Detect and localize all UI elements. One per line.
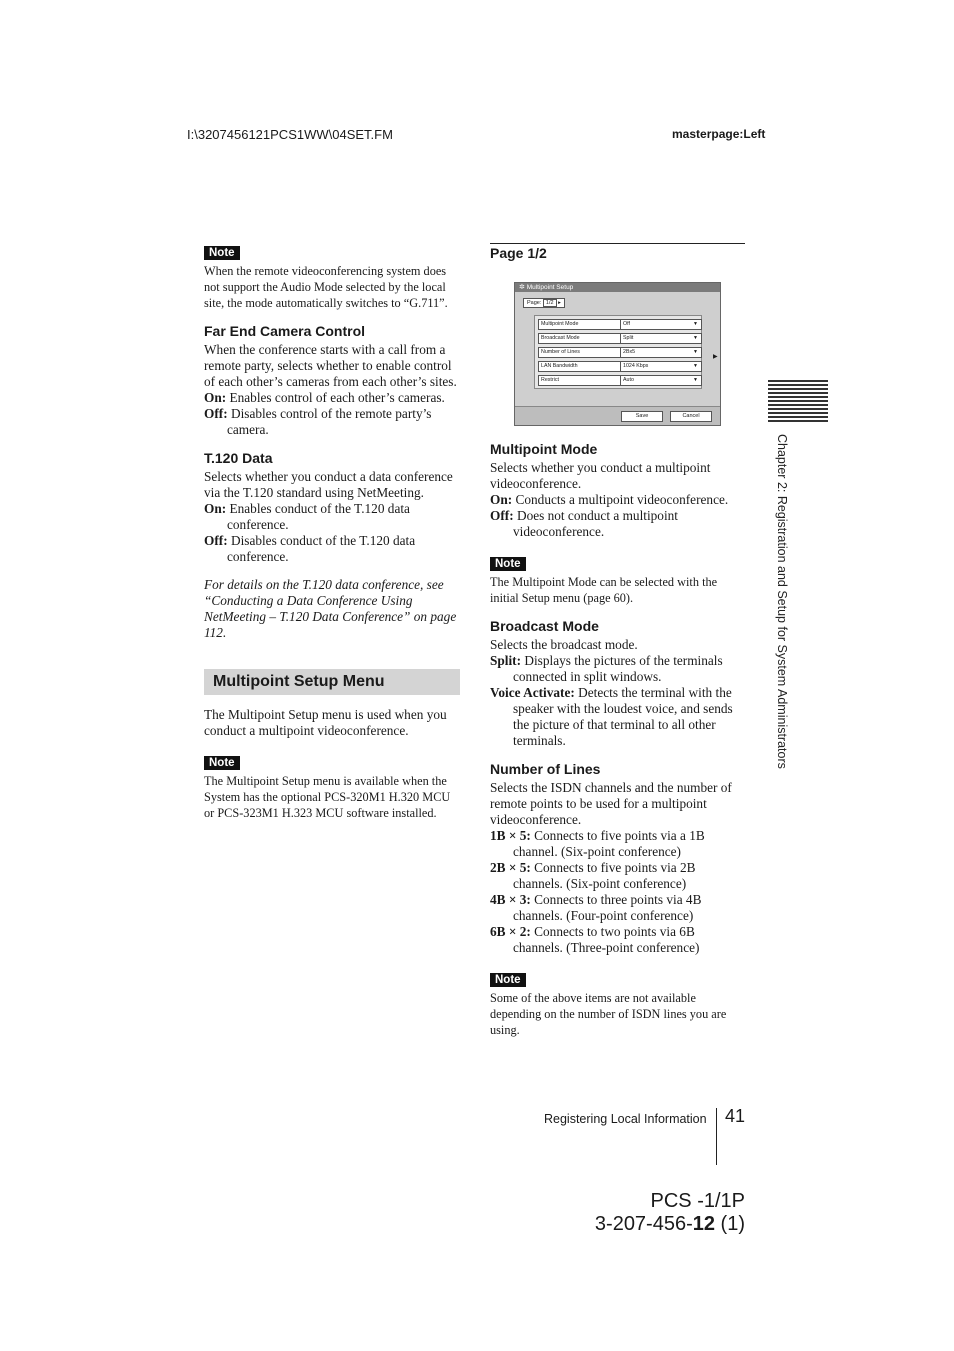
setting-row <box>535 374 701 386</box>
page-next-icon: ▸ <box>558 300 561 306</box>
fecc-on-item <box>204 390 460 406</box>
mm-off-item <box>490 508 746 540</box>
setting-value: Auto <box>623 377 634 383</box>
model-number: PCS -1/1P <box>650 1190 745 1212</box>
setting-label: Broadcast Mode <box>538 333 621 344</box>
setting-select[interactable] <box>620 347 702 358</box>
setting-value: Split <box>623 335 634 341</box>
setting-select[interactable] <box>620 361 702 372</box>
nl-item <box>490 924 746 956</box>
gear-icon: ✲ <box>519 284 525 291</box>
mm-text: Selects whether you conduct a multipoint videoconference. <box>490 460 711 491</box>
definition: Conducts a multipoint videoconference. <box>515 492 729 507</box>
t120-reference: For details on the T.120 data conference, see “Conducting a Data Conference Using NetMeeting – T.120 Data Conference” on page 112. <box>204 577 457 640</box>
definition: Does not conduct a multipoint videoconference. <box>513 508 678 539</box>
t120-heading: T.120 Data <box>204 450 273 466</box>
setting-select[interactable] <box>620 375 702 386</box>
right-column <box>490 441 746 1038</box>
definition: Disables control of the remote party’s camera. <box>227 406 432 437</box>
footer-divider <box>716 1108 717 1165</box>
part-prefix: 3-207-456- <box>594 1213 693 1235</box>
nl-item <box>490 828 746 860</box>
page-selector[interactable] <box>523 298 565 308</box>
term: Off: <box>490 508 514 523</box>
t120-on-item <box>204 501 460 533</box>
page-value: 1/2 <box>543 299 557 307</box>
chapter-thumb-tab <box>768 380 828 424</box>
term: On: <box>204 501 227 516</box>
setting-select[interactable] <box>620 319 702 330</box>
part-bold: 12 <box>692 1213 715 1235</box>
term: 1B × 5: <box>490 828 531 843</box>
fecc-text: When the conference starts with a call from a remote party, selects whether to enable control of each other’s cameras from each other’s sites. <box>204 342 457 389</box>
term: 2B × 5: <box>490 860 531 875</box>
side-tab-container <box>775 434 795 804</box>
chapter-side-label: Chapter 2: Registration and Setup for System Administrators <box>775 434 789 769</box>
bm-text: Selects the broadcast mode. <box>490 637 638 652</box>
bm-voice-item <box>490 685 746 749</box>
nl-item <box>490 892 746 924</box>
setting-row <box>535 332 701 344</box>
screenshot-title: Multipoint Setup <box>526 284 574 291</box>
definition: Connects to five points via 2B channels. (Six-point conference) <box>513 860 696 891</box>
term: On: <box>490 492 513 507</box>
definition: Enables control of each other’s cameras. <box>229 390 445 405</box>
definition: Connects to three points via 4B channels. (Four-point conference) <box>513 892 702 923</box>
term: 4B × 3: <box>490 892 531 907</box>
t120-text: Selects whether you conduct a data conference via the T.120 standard using NetMeeting. <box>204 469 453 500</box>
fecc-off-item <box>204 406 460 438</box>
definition: Connects to two points via 6B channels. (Three-point conference) <box>513 924 700 955</box>
note-text: The Multipoint Mode can be selected with the initial Setup menu (page 60). <box>490 575 718 605</box>
settings-panel <box>534 315 702 389</box>
page-heading: Page 1/2 <box>490 245 547 261</box>
section-title: Multipoint Setup Menu <box>204 669 460 695</box>
chevron-down-icon: ▼ <box>693 377 698 383</box>
term: Off: <box>204 406 228 421</box>
page-number: 41 <box>725 1106 746 1126</box>
term: Off: <box>204 533 228 548</box>
setting-label: Multipoint Mode <box>538 319 621 330</box>
note-text: When the remote videoconferencing system does not support the Audio Mode selected by the local site, the mode automatically switches to “G.711”. <box>204 264 448 310</box>
definition: Connects to five points via a 1B channel. (Six-point conference) <box>513 828 705 859</box>
nl-heading: Number of Lines <box>490 761 601 777</box>
term: 6B × 2: <box>490 924 531 939</box>
page-label: Page: <box>527 300 542 306</box>
definition: Disables conduct of the T.120 data conference. <box>227 533 416 564</box>
setting-select[interactable] <box>620 333 702 344</box>
mm-heading: Multipoint Mode <box>490 441 598 457</box>
section-intro: The Multipoint Setup menu is used when you conduct a multipoint videoconference. <box>204 707 447 738</box>
chevron-down-icon: ▼ <box>693 321 698 327</box>
multipoint-setup-screenshot <box>514 282 721 426</box>
left-column <box>204 243 460 821</box>
fecc-heading: Far End Camera Control <box>204 323 366 339</box>
mm-on-item <box>490 492 746 508</box>
part-suffix: (1) <box>715 1213 745 1235</box>
screenshot-titlebar <box>515 283 720 292</box>
chevron-down-icon: ▼ <box>693 363 698 369</box>
chevron-down-icon: ▼ <box>693 335 698 341</box>
part-number <box>560 1213 745 1236</box>
bm-split-item <box>490 653 746 685</box>
setting-row <box>535 346 701 358</box>
note-badge: Note <box>490 973 526 987</box>
chevron-down-icon: ▼ <box>693 349 698 355</box>
screenshot-button-bar <box>515 406 720 425</box>
file-path: I:\3207456121PCS1WW\04SET.FM <box>187 127 393 142</box>
term: On: <box>204 390 227 405</box>
heading-rule <box>490 243 745 244</box>
term: Voice Activate: <box>490 685 575 700</box>
nl-item <box>490 860 746 892</box>
setting-row <box>535 318 701 330</box>
note-badge: Note <box>204 756 240 770</box>
definition: Enables conduct of the T.120 data conference. <box>227 501 410 532</box>
t120-off-item <box>204 533 460 565</box>
definition: Detects the terminal with the speaker with the loudest voice, and sends the picture of that terminal to all other terminals. <box>513 685 733 748</box>
note-badge: Note <box>204 246 240 260</box>
note-text: Some of the above items are not available depending on the number of ISDN lines you are using. <box>490 991 727 1037</box>
term: Split: <box>490 653 522 668</box>
note-badge: Note <box>490 557 526 571</box>
masterpage-label: masterpage:Left <box>672 127 766 141</box>
bm-heading: Broadcast Mode <box>490 618 599 634</box>
save-button[interactable]: Save <box>621 411 663 422</box>
nl-text: Selects the ISDN channels and the number of remote points to be used for a multipoint videoconference. <box>490 780 732 827</box>
setting-row <box>535 360 701 372</box>
setting-value: Off <box>623 321 630 327</box>
setting-label: LAN Bandwidth <box>538 361 621 372</box>
footer-section-name: Registering Local Information <box>544 1112 707 1126</box>
setting-value: 1024 Kbps <box>623 363 649 369</box>
setting-value: 2Bx5 <box>623 349 636 355</box>
next-page-arrow-icon[interactable]: ▶ <box>713 354 718 360</box>
setting-label: Number of Lines <box>538 347 621 358</box>
cancel-button[interactable]: Cancel <box>670 411 712 422</box>
note-text: The Multipoint Setup menu is available when the System has the optional PCS-320M1 H.320 MCU or PCS-323M1 H.323 MCU software installed. <box>204 774 451 820</box>
setting-label: Restrict <box>538 375 621 386</box>
definition: Displays the pictures of the terminals connected in split windows. <box>513 653 723 684</box>
